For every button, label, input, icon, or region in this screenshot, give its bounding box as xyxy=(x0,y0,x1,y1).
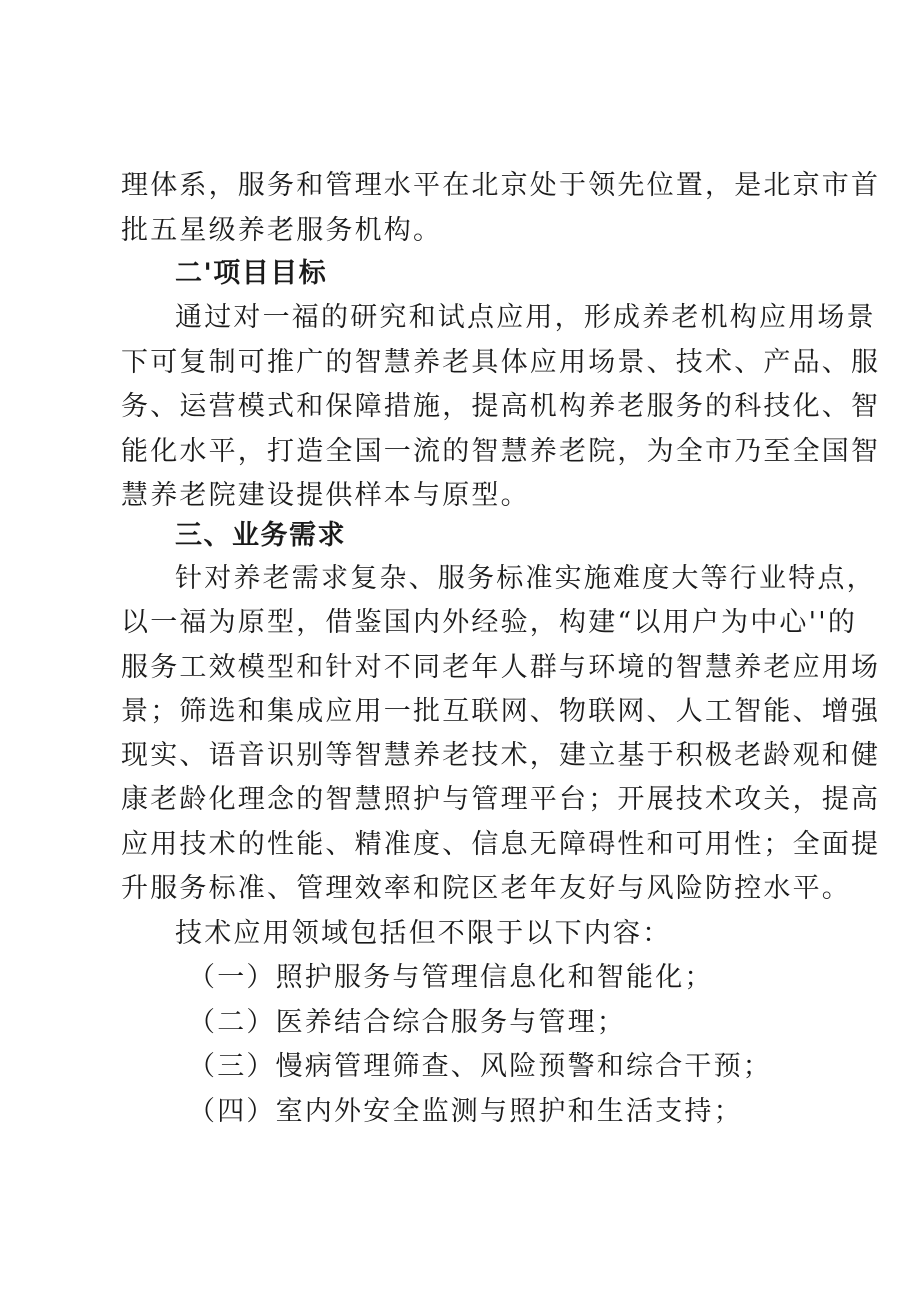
paragraph-line: 能化水平，打造全国一流的智慧养老院，为全市乃至全国智 xyxy=(121,436,881,467)
paragraph-line: 批五星级养老服务机构。 xyxy=(121,215,443,246)
list-item: （二）医养结合综合服务与管理； xyxy=(188,1007,626,1038)
paragraph-line: 以一福为原型，借鉴国内外经验，构建“以用户为中心''的 xyxy=(121,607,858,638)
paragraph-line: 通过对一福的研究和试点应用，形成养老机构应用场景 xyxy=(175,302,876,333)
paragraph-line: 理体系，服务和管理水平在北京处于领先位置，是北京市首 xyxy=(121,170,881,201)
section-heading-business-needs: 三、业务需求 xyxy=(175,520,346,551)
paragraph-line: 慧养老院建设提供样本与原型。 xyxy=(121,480,530,511)
paragraph-line: 景；筛选和集成应用一批互联网、物联网、人工智能、增强 xyxy=(121,696,881,727)
paragraph-line: 康老龄化理念的智慧照护与管理平台；开展技术攻关，提高 xyxy=(121,784,881,815)
paragraph-line: 服务工效模型和针对不同老年人群与环境的智慧养老应用场 xyxy=(121,652,881,683)
tech-intro-line: 技术应用领域包括但不限于以下内容： xyxy=(175,918,672,949)
paragraph-line: 现实、语音识别等智慧养老技术，建立基于积极老龄观和健 xyxy=(121,740,881,771)
list-item: （一）照护服务与管理信息化和智能化； xyxy=(188,962,714,993)
list-item: （四）室内外安全监测与照护和生活支持； xyxy=(188,1096,743,1127)
paragraph-line: 务、运营模式和保障措施，提高机构养老服务的科技化、智 xyxy=(121,391,881,422)
paragraph-line: 下可复制可推广的智慧养老具体应用场景、技术、产品、服 xyxy=(121,347,881,378)
section-heading-project-goals: 二'项目目标 xyxy=(175,258,328,289)
paragraph-line: 针对养老需求复杂、服务标准实施难度大等行业特点， xyxy=(175,563,876,594)
list-item: （三）慢病管理筛查、风险预警和综合干预； xyxy=(188,1051,772,1082)
paragraph-line: 升服务标准、管理效率和院区老年友好与风险防控水平。 xyxy=(121,873,851,904)
paragraph-line: 应用技术的性能、精准度、信息无障碍性和可用性；全面提 xyxy=(121,829,881,860)
